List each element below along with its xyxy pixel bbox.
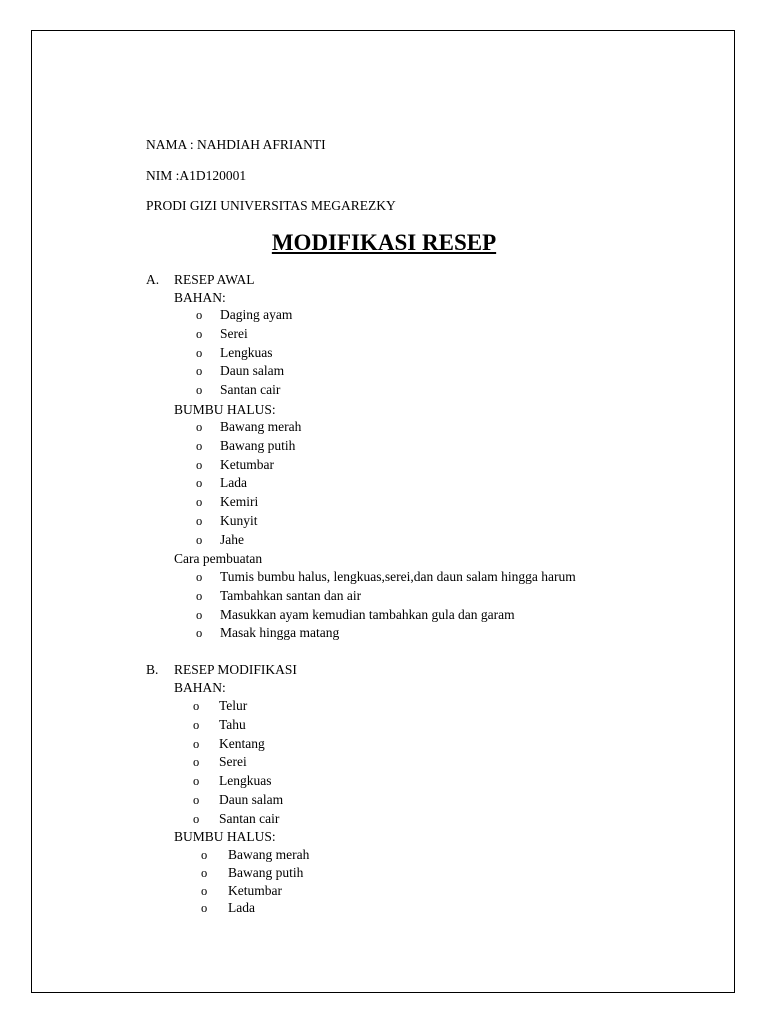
bullet-marker: o xyxy=(193,755,200,770)
bullet-marker: o xyxy=(193,793,200,807)
list-item: Bawang merah xyxy=(220,419,302,434)
bullet-marker: o xyxy=(196,383,203,398)
bullet-marker: o xyxy=(196,514,203,528)
bullet-marker: o xyxy=(193,811,200,826)
section-a-bumbu-label: BUMBU HALUS: xyxy=(174,402,276,417)
bullet-marker: o xyxy=(196,626,203,641)
bullet-marker: o xyxy=(201,848,208,862)
bullet-marker: o xyxy=(196,607,203,622)
list-item: Bawang merah xyxy=(228,847,310,862)
section-b-marker: B. xyxy=(146,662,159,677)
list-item: Bawang putih xyxy=(220,437,296,453)
bullet-marker: o xyxy=(193,699,200,713)
student-nim: NIM :A1D120001 xyxy=(146,168,247,183)
list-item: Ketumbar xyxy=(228,882,282,898)
list-item: Daging ayam xyxy=(220,307,293,322)
bullet-marker: o xyxy=(196,457,203,472)
list-item: Kentang xyxy=(219,735,265,751)
list-item: Bawang putih xyxy=(228,864,304,880)
list-item: Lada xyxy=(228,900,255,916)
list-item: Serei xyxy=(220,325,248,341)
bullet-marker: o xyxy=(196,308,203,322)
bullet-marker: o xyxy=(196,570,203,584)
bullet-marker: o xyxy=(196,588,203,603)
study-program: PRODI GIZI UNIVERSITAS MEGAREZKY xyxy=(146,198,396,213)
list-item: Daun salam xyxy=(220,363,285,379)
list-item: Lada xyxy=(220,475,247,491)
bullet-marker: o xyxy=(193,717,200,732)
list-item: Kemiri xyxy=(220,494,259,510)
bullet-marker: o xyxy=(196,476,203,491)
bullet-marker: o xyxy=(201,865,208,880)
list-item: Kunyit xyxy=(220,513,258,528)
bullet-marker: o xyxy=(196,532,203,547)
bullet-marker: o xyxy=(196,345,203,360)
list-item: Telur xyxy=(219,698,248,713)
section-b-bumbu-label: BUMBU HALUS: xyxy=(174,829,276,844)
bullet-marker: o xyxy=(196,364,203,379)
list-item: Tumis bumbu halus, lengkuas,serei,dan daun salam hingga harum xyxy=(220,569,576,584)
list-item: Jahe xyxy=(220,531,244,547)
section-a-cara-label: Cara pembuatan xyxy=(174,551,263,566)
student-name: NAMA : NAHDIAH AFRIANTI xyxy=(146,137,326,152)
bullet-marker: o xyxy=(193,774,200,789)
list-item: Lengkuas xyxy=(219,773,272,789)
section-a-marker: A. xyxy=(146,272,160,287)
list-item: Lengkuas xyxy=(220,344,273,360)
bullet-marker: o xyxy=(196,438,203,453)
list-item: Tahu xyxy=(219,716,246,732)
bullet-marker: o xyxy=(196,420,203,434)
section-a-heading: RESEP AWAL xyxy=(174,272,255,287)
list-item: Ketumbar xyxy=(220,456,274,472)
section-b-bahan-label: BAHAN: xyxy=(174,680,226,695)
bullet-marker: o xyxy=(196,326,203,341)
list-item: Santan cair xyxy=(220,382,281,398)
bullet-marker: o xyxy=(196,495,203,510)
list-item: Masukkan ayam kemudian tambahkan gula dan garam xyxy=(220,606,515,622)
section-b-heading: RESEP MODIFIKASI xyxy=(174,662,297,677)
list-item: Tambahkan santan dan air xyxy=(220,587,362,603)
bullet-marker: o xyxy=(193,736,200,751)
bullet-marker: o xyxy=(201,901,208,916)
page-border xyxy=(31,30,735,993)
list-item: Santan cair xyxy=(219,810,280,826)
page-title: MODIFIKASI RESEP xyxy=(271,230,497,255)
section-a-bahan-label: BAHAN: xyxy=(174,290,226,305)
bullet-marker: o xyxy=(201,883,208,898)
list-item: Masak hingga matang xyxy=(220,625,340,641)
list-item: Daun salam xyxy=(219,792,284,807)
list-item: Serei xyxy=(219,754,247,770)
